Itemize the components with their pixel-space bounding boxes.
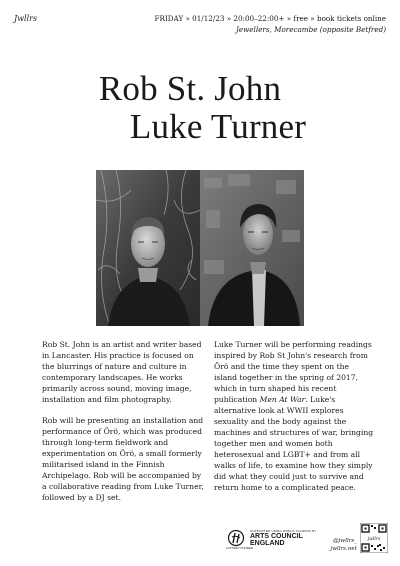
qr-code[interactable] — [360, 523, 388, 553]
bio-column-right — [214, 339, 374, 503]
lottery-logo — [226, 529, 246, 547]
footer-logos — [226, 527, 391, 557]
performer-names — [0, 70, 400, 146]
arts-council-name-line2: ENGLAND — [250, 540, 285, 547]
qr-label: jwllrs — [367, 537, 381, 542]
social-handles — [319, 537, 357, 553]
rob-portrait-image — [96, 170, 200, 326]
bio-column-left — [42, 339, 208, 513]
qr-code-icon[interactable] — [360, 523, 388, 553]
lottery-funded-label: LOTTERY FUNDED — [226, 546, 254, 550]
photo-luke-turner — [200, 170, 304, 326]
luke-portrait-image — [200, 170, 304, 326]
arts-council-logo — [250, 529, 317, 547]
bio-wwii-text: Luke's alternative look at WWII explores sexuality and the body against the machines and structures of war, bringing together men and women both heterosexual and LGBT+ and from all walks of life, to examine how they simply did what they could just to survive and return home to a complicated peace. — [214, 395, 374, 492]
performer-name-1: Rob St. John — [98, 69, 282, 108]
performer-photos — [96, 170, 304, 326]
bio-luke-paragraph: Luke Turner will be performing readings inspired by Rob St John's research from Örö and the time they spent on the island together in the spring of 2017, which in turn shaped his recent publication Men At War. Luke's alternative look at WWII explores sexuality and the body against the machines and structures of war, bringing together men and women both heterosexual and LGBT+ and from all walks of life, to examine how they simply did what they could just to survive and return home to a complicated peace. — [214, 340, 374, 492]
performer-name-2: Luke Turner — [129, 107, 307, 146]
bio-installation-paragraph: Rob will be presenting an installation and performance of Örö, which was produced through long-term fieldwork and experimentation on Örö, a small formerly militarised island in the Finnish Archipelago. Rob will be accompanied by a collaborative reading from Luke Turner, followed by a DJ set. — [42, 416, 204, 502]
brand-logo: Jwllrs — [14, 14, 38, 23]
instagram-handle[interactable]: @jwllrs_ — [332, 538, 357, 544]
website-link[interactable]: jwllrs.net — [330, 546, 357, 552]
arts-council-caption: SUPPORTED USING PUBLIC FUNDING BY — [250, 529, 317, 533]
lottery-crossed-fingers-icon — [226, 529, 246, 547]
event-details — [155, 13, 386, 35]
arts-council-name-line1: ARTS COUNCIL — [250, 533, 303, 540]
event-date-line: FRIDAY » 01/12/23 » 20:00–22:00+ » free » book tickets online — [154, 14, 386, 23]
event-venue-line: Jewellers, Morecambe (opposite Betfred) — [236, 25, 386, 34]
photo-rob-st-john — [96, 170, 200, 326]
publication-title: Men At War — [259, 395, 306, 404]
bio-rob-paragraph: Rob St. John is an artist and writer based in Lancaster. His practice is focused on the blurrings of nature and culture in contemporary landscapes. He works primarily across sound, moving image, installation and film photography. — [42, 340, 202, 404]
